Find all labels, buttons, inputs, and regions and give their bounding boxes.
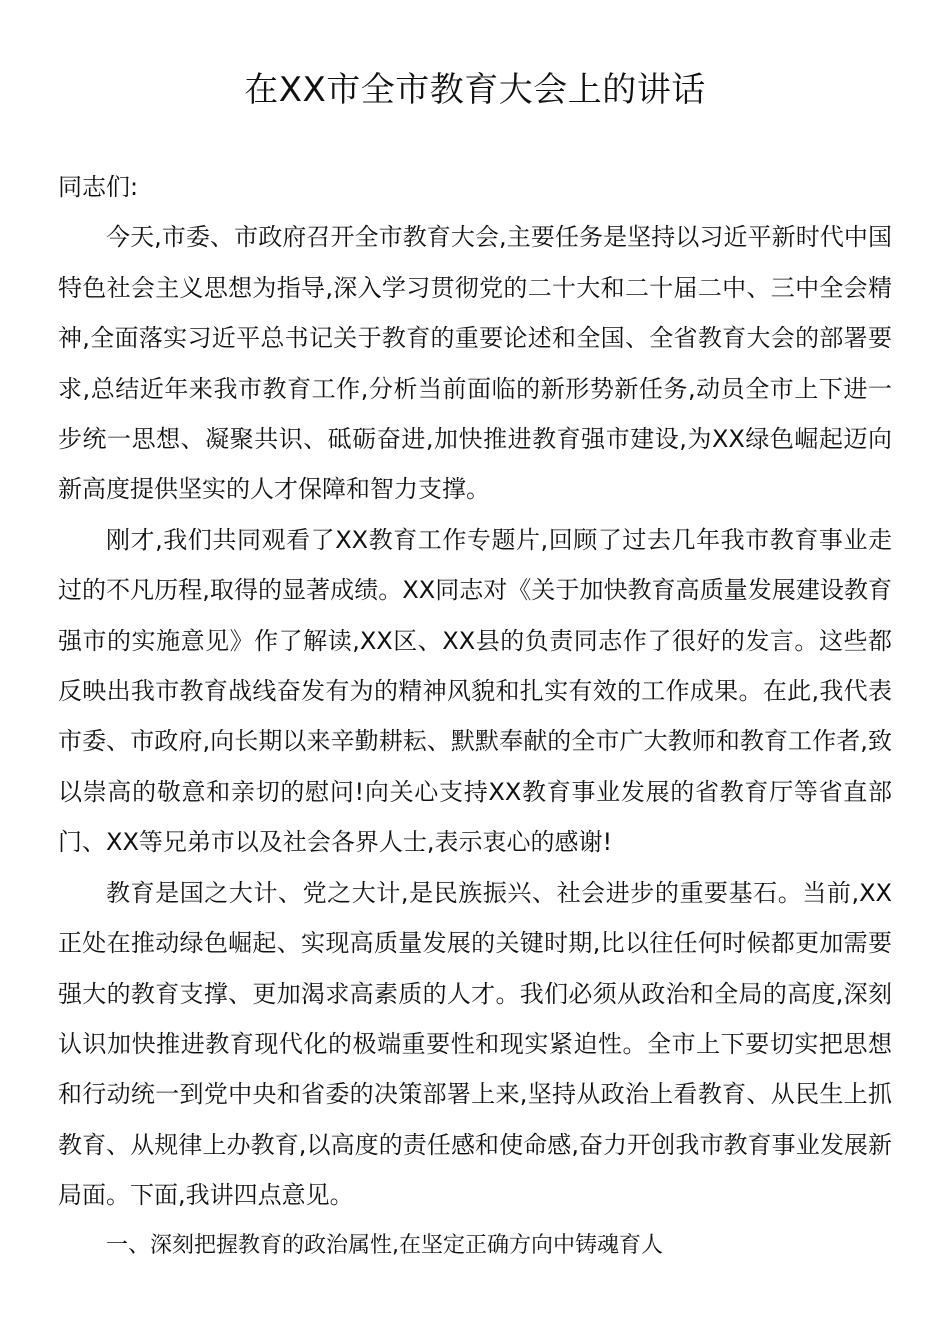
section-heading-1: 一、深刻把握教育的政治属性,在坚定正确方向中铸魂育人: [106, 1232, 663, 1258]
document-body: [58, 162, 892, 1271]
document-title: 在XX市全市教育大会上的讲话: [244, 70, 706, 110]
paragraph-review: 刚才,我们共同观看了XX教育工作专题片,回顾了过去几年我市教育事业走过的不凡历程,取得的显著成绩。XX同志对《关于加快教育高质量发展建设教育强市的实施意见》作了解读,XX区、XX县的负责同志作了很好的发言。这些都反映出我市教育战线奋发有为的精神风貌和扎实有效的工作成果。在此,我代表市委、市政府,向长期以来辛勤耕耘、默默奉献的全市广大教师和教育工作者,致以崇高的敬意和亲切的慰问!向关心支持XX教育事业发展的省教育厅等省直部门、XX等兄弟市以及社会各界人士,表示衷心的感谢!: [58, 525, 892, 857]
paragraph-importance: 教育是国之大计、党之大计,是民族振兴、社会进步的重要基石。当前,XX正处在推动绿色崛起、实现高质量发展的关键时期,比以往任何时候都更加需要强大的教育支撑、更加渴求高素质的人才。我们必须从政治和全局的高度,深刻认识加快推进教育现代化的极端重要性和现实紧迫性。全市上下要切实把思想和行动统一到党中央和省委的决策部署上来,坚持从政治上看教育、从民生上抓教育、从规律上办教育,以高度的责任感和使命感,奋力开创我市教育事业发展新局面。下面,我讲四点意见。: [58, 878, 892, 1210]
paragraph-opening: 今天,市委、市政府召开全市教育大会,主要任务是坚持以习近平新时代中国特色社会主义思想为指导,深入学习贯彻党的二十大和二十届二中、三中全会精神,全面落实习近平总书记关于教育的重要论述和全国、全省教育大会的部署要求,总结近年来我市教育工作,分析当前面临的新形势新任务,动员全市上下进一步统一思想、凝聚共识、砥砺奋进,加快推进教育强市建设,为XX绿色崛起迈向新高度提供坚实的人才保障和智力支撑。: [58, 223, 892, 504]
salutation: 同志们:: [58, 173, 139, 201]
